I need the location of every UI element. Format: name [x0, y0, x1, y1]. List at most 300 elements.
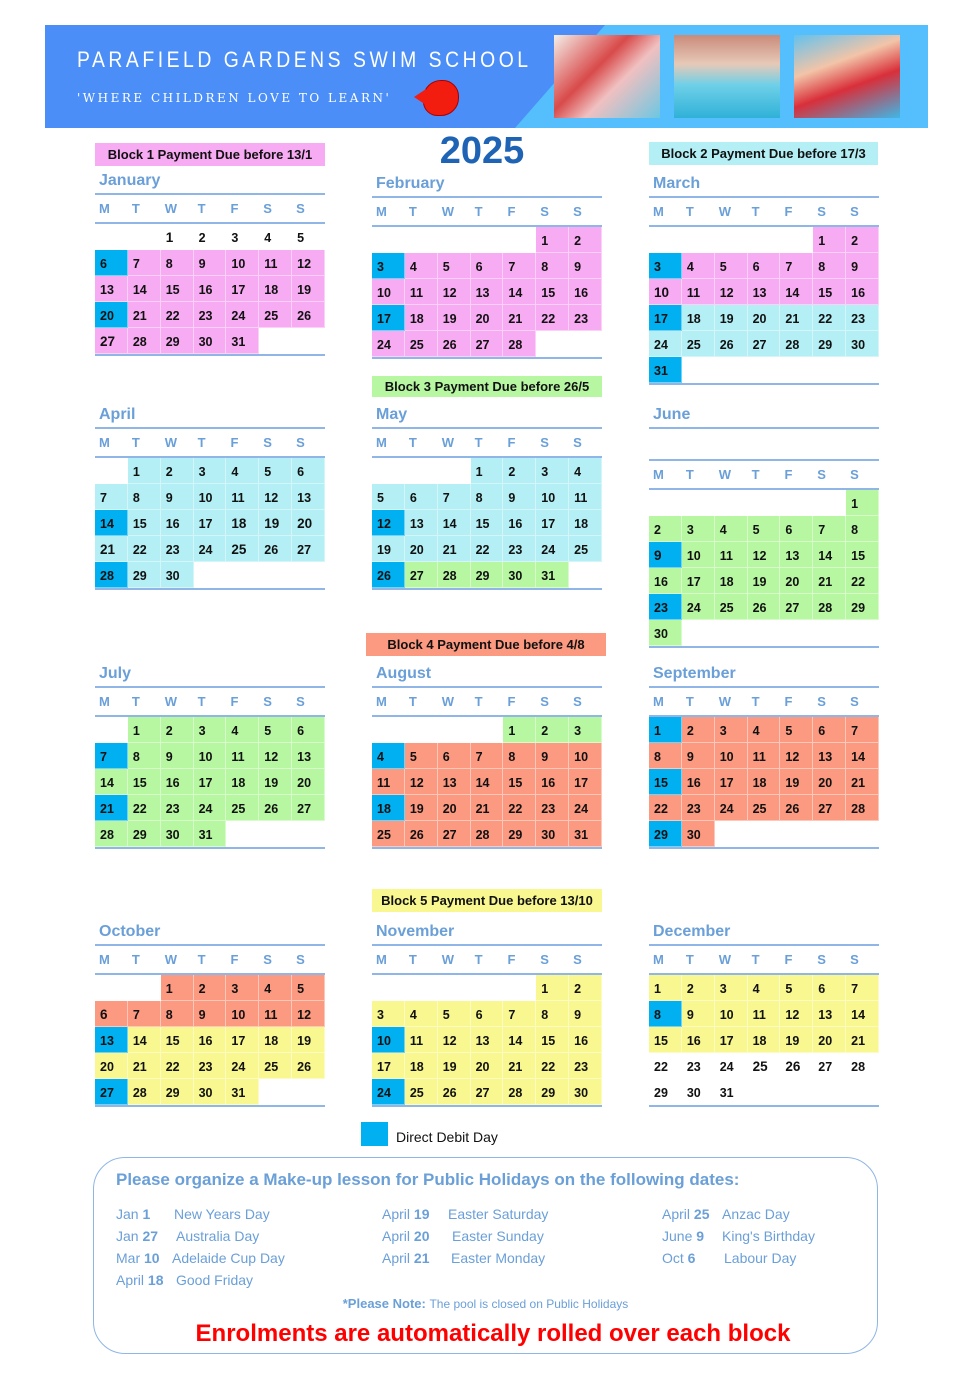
- day-cell: 26: [438, 331, 471, 357]
- day-cell: 30: [569, 1079, 602, 1105]
- day-cell-direct-debit: 12: [372, 510, 405, 536]
- day-cell-direct-debit: 26: [372, 562, 405, 588]
- weekday-label: T: [751, 952, 760, 967]
- empty-cell: [292, 821, 325, 847]
- day-grid: [372, 717, 602, 849]
- day-cell: 28: [503, 1079, 536, 1105]
- weekday-label: S: [573, 435, 582, 450]
- day-cell: 15: [161, 1027, 194, 1053]
- day-cell: 15: [471, 510, 504, 536]
- day-cell: 19: [292, 276, 325, 302]
- empty-cell: [226, 821, 259, 847]
- day-cell: 21: [780, 305, 813, 331]
- empty-cell: [715, 821, 748, 847]
- public-holidays-box: [93, 1157, 878, 1354]
- day-cell: 21: [846, 1027, 879, 1053]
- day-cell: 5: [780, 717, 813, 743]
- day-cell-direct-debit: 14: [95, 510, 128, 536]
- empty-cell: [813, 1079, 846, 1105]
- day-grid: [95, 717, 325, 849]
- weekday-label: F: [230, 952, 239, 967]
- day-cell: 4: [748, 717, 781, 743]
- day-cell: 25: [748, 1053, 781, 1079]
- day-cell: 22: [471, 536, 504, 562]
- day-cell: 11: [748, 743, 781, 769]
- day-cell: 26: [259, 536, 292, 562]
- day-cell: 14: [846, 743, 879, 769]
- day-cell: 21: [503, 305, 536, 331]
- weekday-label: S: [540, 694, 549, 709]
- day-cell: 23: [194, 302, 227, 328]
- weekday-label: T: [474, 435, 483, 450]
- day-cell-direct-debit: 6: [95, 250, 128, 276]
- day-cell: 26: [292, 302, 325, 328]
- weekday-label: W: [441, 435, 454, 450]
- day-cell: 20: [471, 305, 504, 331]
- day-cell: 4: [226, 458, 259, 484]
- day-cell: 16: [536, 769, 569, 795]
- pool-closed-note: *Please Note: The pool is closed on Public Holidays: [342, 1296, 629, 1311]
- empty-cell: [846, 620, 879, 646]
- day-cell: 3: [715, 717, 748, 743]
- day-cell-direct-debit: 18: [372, 795, 405, 821]
- month-october: [95, 919, 325, 1107]
- day-cell: 2: [569, 227, 602, 253]
- day-cell-direct-debit: 3: [372, 253, 405, 279]
- day-cell: 18: [259, 276, 292, 302]
- day-cell: 16: [503, 510, 536, 536]
- empty-cell: [292, 328, 325, 354]
- calendar-year: 2025: [439, 130, 525, 172]
- day-cell: 7: [813, 516, 846, 542]
- day-cell: 27: [780, 594, 813, 620]
- empty-cell: [649, 490, 682, 516]
- month-name: December: [649, 919, 879, 946]
- empty-cell: [259, 328, 292, 354]
- day-cell: 17: [682, 568, 715, 594]
- day-cell: 14: [471, 769, 504, 795]
- day-cell: 24: [536, 536, 569, 562]
- day-cell: 29: [813, 331, 846, 357]
- empty-cell: [259, 1079, 292, 1105]
- day-cell: 18: [715, 568, 748, 594]
- block-2-payment-label: Block 2 Payment Due before 17/3: [649, 142, 878, 165]
- day-cell: 26: [292, 1053, 325, 1079]
- empty-cell: [536, 331, 569, 357]
- day-cell: 8: [649, 743, 682, 769]
- day-cell: 23: [161, 536, 194, 562]
- weekday-label: F: [784, 694, 793, 709]
- holiday-name: Adelaide Cup Day: [172, 1250, 285, 1266]
- empty-cell: [405, 717, 438, 743]
- empty-cell: [780, 357, 813, 383]
- holiday-name: Easter Sunday: [452, 1228, 544, 1244]
- day-cell: 21: [813, 568, 846, 594]
- weekday-label: W: [441, 952, 454, 967]
- day-cell: 24: [226, 1053, 259, 1079]
- day-cell: 7: [503, 1001, 536, 1027]
- day-cell: 24: [569, 795, 602, 821]
- day-cell: 22: [503, 795, 536, 821]
- day-cell: 12: [292, 250, 325, 276]
- day-cell: 12: [292, 1001, 325, 1027]
- day-cell: 26: [715, 331, 748, 357]
- day-cell-direct-debit: 17: [649, 305, 682, 331]
- weekday-label: S: [263, 952, 272, 967]
- day-cell: 12: [259, 743, 292, 769]
- day-cell: 25: [226, 795, 259, 821]
- day-cell-direct-debit: 21: [95, 795, 128, 821]
- block-4-payment-label: Block 4 Payment Due before 4/8: [366, 633, 606, 656]
- day-cell: 4: [715, 516, 748, 542]
- weekday-label: W: [164, 435, 177, 450]
- day-cell: 7: [128, 1001, 161, 1027]
- empty-cell: [95, 224, 128, 250]
- weekday-label: T: [751, 204, 760, 219]
- day-cell: 12: [780, 1001, 813, 1027]
- empty-cell: [682, 227, 715, 253]
- weekday-label: S: [573, 694, 582, 709]
- day-cell: 31: [715, 1079, 748, 1105]
- day-cell: 10: [226, 250, 259, 276]
- day-cell-direct-debit: 10: [372, 1027, 405, 1053]
- weekday-label: M: [99, 201, 110, 216]
- weekday-label: S: [850, 952, 859, 967]
- day-cell: 31: [569, 821, 602, 847]
- empty-cell: [813, 620, 846, 646]
- day-cell: 24: [226, 302, 259, 328]
- day-cell: 23: [194, 1053, 227, 1079]
- day-cell: 10: [372, 279, 405, 305]
- day-cell: 9: [536, 743, 569, 769]
- day-cell-direct-debit: 31: [649, 357, 682, 383]
- month-name: July: [95, 661, 325, 688]
- day-cell: 9: [682, 1001, 715, 1027]
- day-cell: 21: [503, 1053, 536, 1079]
- weekday-label: T: [685, 204, 694, 219]
- day-cell: 19: [292, 1027, 325, 1053]
- holiday-name: Good Friday: [176, 1272, 254, 1288]
- holiday-date: April 19: [382, 1206, 430, 1222]
- day-cell: 20: [813, 769, 846, 795]
- holiday-date: June 9: [662, 1228, 705, 1244]
- weekday-header: [649, 461, 879, 490]
- empty-cell: [715, 490, 748, 516]
- day-grid: [649, 227, 879, 385]
- weekday-label: T: [408, 694, 417, 709]
- day-cell: 8: [536, 253, 569, 279]
- day-cell: 3: [194, 458, 227, 484]
- day-cell: 15: [128, 510, 161, 536]
- empty-cell: [813, 821, 846, 847]
- day-cell: 15: [536, 279, 569, 305]
- month-name: March: [649, 171, 879, 198]
- empty-cell: [846, 1079, 879, 1105]
- day-cell: 6: [471, 1001, 504, 1027]
- day-cell: 5: [259, 717, 292, 743]
- day-cell: 13: [95, 276, 128, 302]
- day-cell: 5: [259, 458, 292, 484]
- day-cell: 21: [438, 536, 471, 562]
- weekday-label: S: [573, 952, 582, 967]
- month-april: [95, 402, 325, 590]
- holiday-name: Easter Saturday: [448, 1206, 549, 1222]
- weekday-label: W: [718, 694, 731, 709]
- day-cell: 28: [780, 331, 813, 357]
- day-cell: 16: [649, 568, 682, 594]
- weekday-label: F: [784, 204, 793, 219]
- day-cell: 9: [682, 743, 715, 769]
- day-cell: 23: [503, 536, 536, 562]
- empty-cell: [405, 458, 438, 484]
- day-cell: 9: [161, 743, 194, 769]
- empty-cell: [813, 357, 846, 383]
- weekday-label: M: [99, 435, 110, 450]
- weekday-label: T: [685, 694, 694, 709]
- day-cell: 19: [259, 769, 292, 795]
- weekday-header: [372, 688, 602, 717]
- day-cell: 19: [780, 1027, 813, 1053]
- empty-cell: [780, 490, 813, 516]
- day-cell: 11: [748, 1001, 781, 1027]
- month-name: June: [649, 402, 879, 429]
- day-cell: 3: [194, 717, 227, 743]
- day-cell: 18: [259, 1027, 292, 1053]
- day-cell: 1: [536, 227, 569, 253]
- empty-cell: [372, 975, 405, 1001]
- day-cell: 1: [813, 227, 846, 253]
- month-name: May: [372, 402, 602, 429]
- weekday-label: T: [474, 952, 483, 967]
- day-cell: 17: [569, 769, 602, 795]
- day-cell: 25: [405, 1079, 438, 1105]
- day-cell: 2: [682, 975, 715, 1001]
- day-cell: 12: [405, 769, 438, 795]
- day-cell: 23: [536, 795, 569, 821]
- month-name: April: [95, 402, 325, 429]
- weekday-label: S: [296, 952, 305, 967]
- day-cell: 29: [503, 821, 536, 847]
- empty-cell: [748, 357, 781, 383]
- day-cell: 20: [95, 1053, 128, 1079]
- day-cell: 29: [128, 821, 161, 847]
- empty-cell: [438, 458, 471, 484]
- day-cell: 5: [780, 975, 813, 1001]
- day-cell: 6: [292, 458, 325, 484]
- day-cell: 1: [128, 717, 161, 743]
- day-cell: 25: [372, 821, 405, 847]
- weekday-label: T: [131, 435, 140, 450]
- holiday-name: Australia Day: [176, 1228, 260, 1244]
- day-cell: 9: [194, 250, 227, 276]
- day-cell: 5: [438, 1001, 471, 1027]
- day-cell: 18: [748, 769, 781, 795]
- day-cell: 27: [471, 1079, 504, 1105]
- day-cell: 9: [569, 1001, 602, 1027]
- holiday-name: New Years Day: [174, 1206, 270, 1222]
- day-cell: 26: [438, 1079, 471, 1105]
- day-cell: 11: [259, 250, 292, 276]
- day-cell: 28: [813, 594, 846, 620]
- weekday-label: W: [718, 467, 731, 482]
- weekday-label: T: [197, 201, 206, 216]
- empty-cell: [372, 717, 405, 743]
- empty-cell: [95, 975, 128, 1001]
- weekday-label: T: [408, 435, 417, 450]
- day-cell: 3: [569, 717, 602, 743]
- day-cell: 18: [682, 305, 715, 331]
- empty-cell: [372, 227, 405, 253]
- day-cell: 2: [649, 516, 682, 542]
- month-name: October: [95, 919, 325, 946]
- day-grid: [649, 975, 879, 1107]
- day-cell: 20: [292, 769, 325, 795]
- weekday-label: F: [507, 204, 516, 219]
- day-cell: 28: [95, 821, 128, 847]
- day-cell: 9: [846, 253, 879, 279]
- direct-debit-legend-label: Direct Debit Day: [396, 1129, 498, 1145]
- empty-cell: [438, 717, 471, 743]
- day-cell: 28: [128, 328, 161, 354]
- day-grid: [95, 458, 325, 590]
- day-cell: 19: [780, 769, 813, 795]
- day-cell: 2: [194, 975, 227, 1001]
- day-cell: 12: [259, 484, 292, 510]
- month-may: [372, 402, 602, 590]
- day-cell: 7: [128, 250, 161, 276]
- day-cell: 31: [226, 328, 259, 354]
- weekday-label: T: [197, 694, 206, 709]
- day-cell: 1: [846, 490, 879, 516]
- day-grid: [649, 717, 879, 849]
- day-cell: 8: [536, 1001, 569, 1027]
- day-cell: 20: [292, 510, 325, 536]
- day-cell: 15: [649, 1027, 682, 1053]
- weekday-label: M: [99, 694, 110, 709]
- empty-cell: [438, 227, 471, 253]
- weekday-label: S: [540, 204, 549, 219]
- day-cell: 16: [682, 1027, 715, 1053]
- day-cell: 23: [682, 1053, 715, 1079]
- day-cell: 25: [569, 536, 602, 562]
- weekday-label: S: [817, 694, 826, 709]
- day-cell: 18: [569, 510, 602, 536]
- day-cell: 18: [226, 510, 259, 536]
- swim-photo-1: [554, 35, 660, 118]
- day-cell: 12: [715, 279, 748, 305]
- day-cell: 24: [682, 594, 715, 620]
- day-cell: 25: [405, 331, 438, 357]
- day-cell: 10: [715, 743, 748, 769]
- weekday-label: S: [540, 952, 549, 967]
- day-cell: 17: [372, 1053, 405, 1079]
- day-cell: 11: [372, 769, 405, 795]
- empty-cell: [128, 975, 161, 1001]
- day-cell: 17: [536, 510, 569, 536]
- day-cell: 11: [569, 484, 602, 510]
- day-cell: 3: [536, 458, 569, 484]
- weekday-label: T: [474, 204, 483, 219]
- day-cell: 14: [503, 1027, 536, 1053]
- day-cell: 29: [649, 1079, 682, 1105]
- day-cell: 30: [161, 821, 194, 847]
- day-cell: 23: [569, 1053, 602, 1079]
- day-cell: 12: [748, 542, 781, 568]
- fish-mascot-logo: [423, 80, 459, 116]
- empty-cell: [438, 975, 471, 1001]
- day-cell: 3: [682, 516, 715, 542]
- day-cell: 13: [292, 743, 325, 769]
- day-cell: 4: [748, 975, 781, 1001]
- day-cell: 13: [438, 769, 471, 795]
- day-cell: 15: [128, 769, 161, 795]
- weekday-label: M: [376, 952, 387, 967]
- day-cell: 16: [846, 279, 879, 305]
- weekday-label: T: [197, 435, 206, 450]
- day-cell: 5: [748, 516, 781, 542]
- day-cell: 6: [95, 1001, 128, 1027]
- empty-cell: [649, 227, 682, 253]
- day-cell: 17: [715, 769, 748, 795]
- day-cell: 27: [405, 562, 438, 588]
- day-cell: 24: [715, 1053, 748, 1079]
- day-cell-direct-debit: 23: [649, 594, 682, 620]
- day-grid: [95, 224, 325, 356]
- weekday-label: W: [718, 204, 731, 219]
- weekday-label: M: [99, 952, 110, 967]
- day-cell: 11: [405, 279, 438, 305]
- weekday-header: [95, 688, 325, 717]
- day-cell: 21: [95, 536, 128, 562]
- day-cell-direct-debit: 7: [95, 743, 128, 769]
- empty-cell: [503, 975, 536, 1001]
- day-cell: 9: [161, 484, 194, 510]
- day-cell: 29: [161, 1079, 194, 1105]
- day-cell: 20: [780, 568, 813, 594]
- day-cell: 10: [194, 743, 227, 769]
- day-cell: 16: [682, 769, 715, 795]
- day-cell: 15: [503, 769, 536, 795]
- day-cell: 5: [715, 253, 748, 279]
- weekday-label: S: [850, 467, 859, 482]
- day-cell: 30: [682, 821, 715, 847]
- day-cell: 25: [715, 594, 748, 620]
- day-cell: 22: [649, 795, 682, 821]
- day-cell: 6: [471, 253, 504, 279]
- weekday-label: T: [131, 201, 140, 216]
- day-cell: 6: [292, 717, 325, 743]
- weekday-header: [95, 429, 325, 458]
- holiday-date: Mar 10: [116, 1250, 160, 1266]
- enrolment-notice: Enrolments are automatically rolled over each block: [195, 1320, 791, 1347]
- day-cell: 13: [748, 279, 781, 305]
- day-cell: 4: [226, 717, 259, 743]
- empty-cell: [405, 975, 438, 1001]
- day-cell: 20: [748, 305, 781, 331]
- day-cell-direct-debit: 1: [649, 717, 682, 743]
- day-cell: 1: [471, 458, 504, 484]
- month-july: [95, 661, 325, 849]
- day-cell-direct-debit: 13: [95, 1027, 128, 1053]
- day-grid: [372, 458, 602, 590]
- weekday-header: [95, 946, 325, 975]
- day-cell: 15: [813, 279, 846, 305]
- empty-cell: [95, 717, 128, 743]
- month-name: November: [372, 919, 602, 946]
- day-cell: 20: [813, 1027, 846, 1053]
- day-cell: 27: [813, 1053, 846, 1079]
- day-cell: 30: [536, 821, 569, 847]
